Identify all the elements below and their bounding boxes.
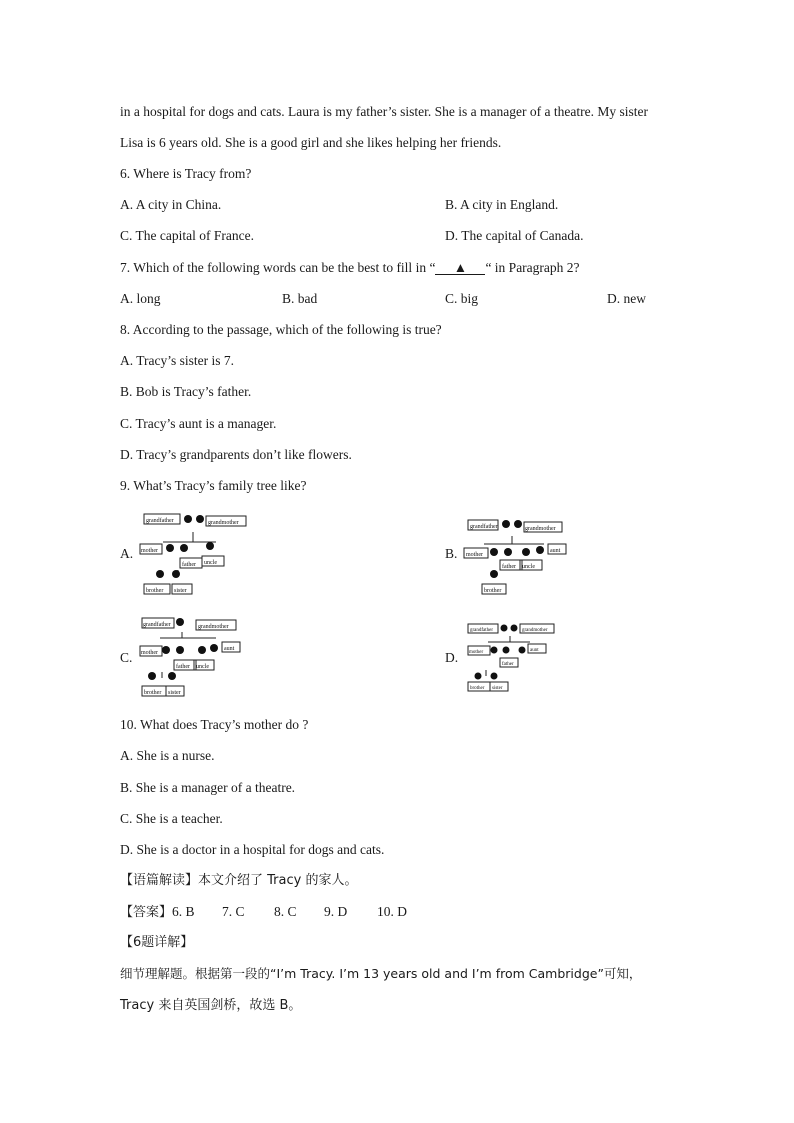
answer-7: 7. C (222, 904, 245, 919)
question-7-option-d: D. new (607, 291, 646, 306)
tree-d-father-face-icon (503, 647, 510, 654)
question-6-option-d: D. The capital of Canada. (445, 228, 584, 243)
question-10-option-d: D. She is a doctor in a hospital for dogs and cats. (120, 842, 385, 857)
tree-a-father-face-icon (180, 544, 188, 552)
question-7-stem-after: “ in Paragraph 2? (485, 260, 580, 275)
tree-c-uncle-face-icon (198, 646, 206, 654)
passage-line-2: Lisa is 6 years old. She is a good girl and she likes helping her friends. (120, 135, 502, 150)
tree-a-brother-label: brother (146, 588, 164, 594)
detail-explanation-line-2: Tracy 来自英国剑桥，故选 B。 (120, 998, 302, 1013)
tree-d-father-label: father (502, 662, 514, 667)
tree-d-grandfather-label: grandfather (470, 628, 494, 633)
tree-b-grandfather-face-icon (502, 520, 510, 528)
question-10-stem: 10. What does Tracy’s mother do ? (120, 717, 309, 732)
tree-c-brother-face-icon (148, 672, 156, 680)
tree-d-mother-face-icon (491, 647, 498, 654)
tree-c-father-label: father (176, 664, 190, 670)
question-9-option-b-label: B. (445, 546, 458, 561)
answer-10: 10. D (377, 904, 408, 919)
question-10-option-b: B. She is a manager of a theatre. (120, 780, 296, 795)
question-7-stem (120, 260, 580, 276)
tree-c-uncle-label: uncle (196, 664, 209, 670)
tree-c-sister-face-icon (168, 672, 176, 680)
tree-d-grandmother-face-icon (511, 625, 518, 632)
tree-c-aunt-label: aunt (224, 646, 235, 652)
answer-key (120, 904, 407, 921)
family-tree-d (466, 618, 562, 694)
family-tree-c (138, 612, 250, 700)
tree-a-uncle-face-icon (206, 542, 214, 550)
question-8-option-b: B. Bob is Tracy’s father. (120, 384, 252, 399)
tree-c-brother-label: brother (144, 690, 162, 696)
tree-b-uncle-face-icon (522, 548, 530, 556)
tree-a-grandmother-label: grandmother (208, 520, 239, 526)
tree-a-grandfather-face-icon (184, 515, 192, 523)
tree-a-mother-face-icon (166, 544, 174, 552)
tree-a-sister-face-icon (172, 570, 180, 578)
answer-9: 9. D (324, 904, 348, 919)
question-8-option-a: A. Tracy’s sister is 7. (120, 353, 235, 368)
question-9-option-a-label: A. (120, 546, 134, 561)
tree-d-aunt-label: aunt (530, 648, 539, 653)
detail-explanation-line-1: 细节理解题。根据第一段的“I’m Tracy. I’m 13 years old and I’m from Cambridge”可知， (120, 966, 642, 981)
question-9-option-d-label: D. (445, 650, 459, 665)
tree-d-grandmother-label: grandmother (522, 628, 548, 633)
tree-a-grandfather-label: grandfather (146, 518, 174, 524)
detail-heading-6: 【6题详解】 (120, 935, 194, 950)
tree-b-uncle-label: uncle (522, 564, 535, 570)
question-7-option-a: A. long (120, 291, 161, 306)
tree-d-sister-label: sister (492, 686, 503, 691)
tree-b-grandfather-label: grandfather (470, 524, 498, 530)
tree-c-sister-label: sister (168, 690, 181, 696)
tree-b-aunt-label: aunt (550, 548, 561, 554)
tree-c-mother-face-icon (162, 646, 170, 654)
question-9-stem: 9. What’s Tracy’s family tree like? (120, 478, 307, 493)
tree-a-mother-label: mother (141, 548, 158, 554)
question-6-option-b: B. A city in England. (445, 197, 559, 212)
tree-d-brother-face-icon (475, 673, 482, 680)
answer-key-label: 【答案】 (120, 905, 173, 920)
tree-b-grandmother-label: grandmother (525, 526, 556, 532)
tree-c-grandfather-label: grandfather (143, 622, 171, 628)
tree-d-brother-label: brother (470, 686, 485, 691)
tree-a-grandmother-face-icon (196, 515, 204, 523)
tree-d-aunt-face-icon (519, 647, 526, 654)
family-tree-a (138, 510, 250, 598)
tree-a-uncle-label: uncle (204, 560, 217, 566)
answer-6: 6. B (172, 904, 195, 919)
tree-b-grandmother-face-icon (514, 520, 522, 528)
question-10-option-a: A. She is a nurse. (120, 748, 215, 763)
tree-d-sister-face-icon (491, 673, 498, 680)
question-6-stem: 6. Where is Tracy from? (120, 166, 252, 181)
tree-c-grandmother-label: grandmother (198, 624, 229, 630)
tree-b-mother-face-icon (490, 548, 498, 556)
tree-b-father-label: father (502, 564, 516, 570)
tree-d-mother-label: mother (469, 650, 484, 655)
question-7-blank: ▲ (435, 261, 485, 275)
tree-c-father-face-icon (176, 646, 184, 654)
question-7-option-c: C. big (445, 291, 479, 306)
question-10-option-c: C. She is a teacher. (120, 811, 223, 826)
question-8-stem: 8. According to the passage, which of the following is true? (120, 322, 442, 337)
question-8-option-c: C. Tracy’s aunt is a manager. (120, 416, 277, 431)
question-7-option-b: B. bad (282, 291, 318, 306)
tree-b-brother-label: brother (484, 588, 502, 594)
tree-d-grandfather-face-icon (501, 625, 508, 632)
tree-b-father-face-icon (504, 548, 512, 556)
tree-c-mother-label: mother (141, 650, 158, 656)
question-6-option-a: A. A city in China. (120, 197, 222, 212)
family-tree-b (462, 514, 574, 598)
tree-a-father-label: father (182, 562, 196, 568)
question-7-stem-before: 7. Which of the following words can be the best to fill in “ (120, 260, 436, 275)
question-8-option-d: D. Tracy’s grandparents don’t like flowers. (120, 447, 352, 462)
tree-b-brother-face-icon (490, 570, 498, 578)
tree-c-aunt-face-icon (210, 644, 218, 652)
tree-b-aunt-face-icon (536, 546, 544, 554)
passage-line-1: in a hospital for dogs and cats. Laura is my father’s sister. She is a manager of a theatre. My sister (120, 104, 648, 119)
question-9-option-c-label: C. (120, 650, 133, 665)
tree-a-sister-label: sister (174, 588, 187, 594)
tree-b-mother-label: mother (466, 552, 483, 558)
tree-c-grandfather-face-icon (176, 618, 184, 626)
answer-8: 8. C (274, 904, 297, 919)
tree-a-brother-face-icon (156, 570, 164, 578)
reading-interpretation: 【语篇解读】本文介绍了 Tracy 的家人。 (120, 873, 358, 888)
question-6-option-c: C. The capital of France. (120, 228, 254, 243)
